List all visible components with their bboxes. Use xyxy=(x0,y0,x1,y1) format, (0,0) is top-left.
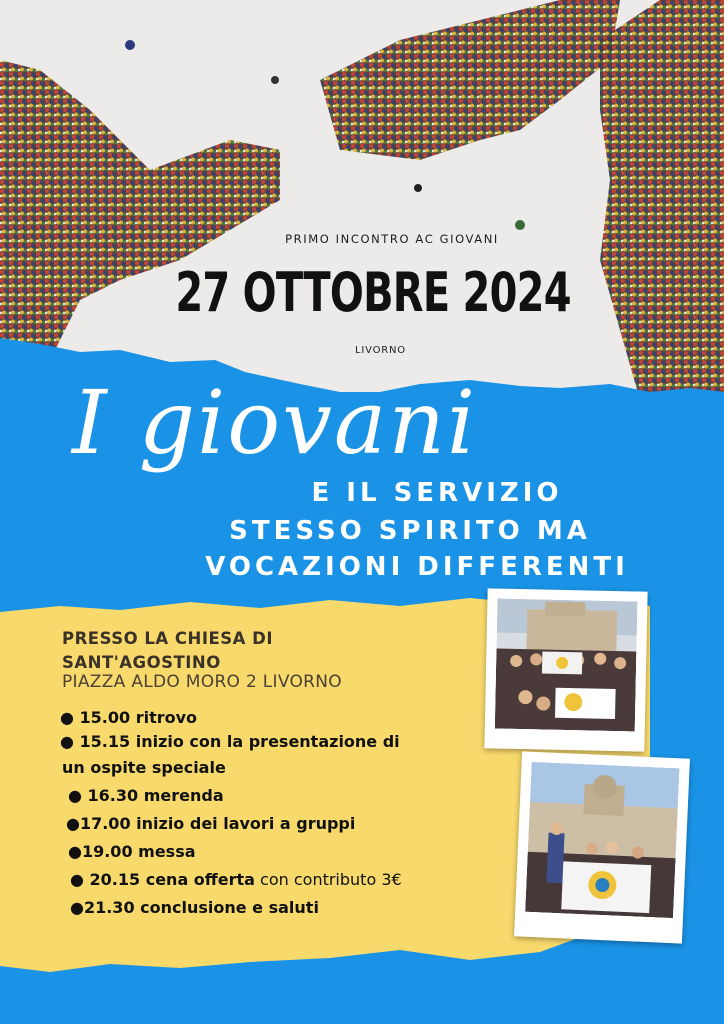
script-title-text: I giovani xyxy=(72,371,478,474)
program-item: un ospite speciale xyxy=(62,758,226,777)
program-item-main: ● 20.15 cena offerta xyxy=(70,870,255,889)
program-item xyxy=(70,870,402,889)
group-photo-image xyxy=(525,762,679,918)
program-item: ●19.00 messa xyxy=(68,842,196,861)
venue-line-2: SANT'AGOSTINO xyxy=(62,653,221,672)
event-city: LIVORNO xyxy=(355,345,406,356)
program-item: ● 15.00 ritrovo xyxy=(60,708,198,727)
venue-line-1: PRESSO LA CHIESA DI xyxy=(62,629,273,648)
program-item-extra: con contributo 3€ xyxy=(254,870,402,889)
subtitle-line-3: VOCAZIONI DIFFERENTI xyxy=(205,552,629,582)
event-date: 27 OTTOBRE 2024 xyxy=(175,261,571,324)
program-item: ● 15.15 inizio con la presentazione di xyxy=(60,732,400,751)
program-item: ●21.30 conclusione e saluti xyxy=(70,898,319,917)
subtitle-line-1: E IL SERVIZIO xyxy=(311,478,563,508)
subtitle-line-2: STESSO SPIRITO MA xyxy=(229,516,591,546)
program-item: ● 16.30 merenda xyxy=(68,786,224,805)
program-item: ●17.00 inizio dei lavori a gruppi xyxy=(66,814,356,833)
polaroid-photo-group-2 xyxy=(514,751,690,943)
polaroid-photo-group-1 xyxy=(484,588,647,751)
venue-address: PIAZZA ALDO MORO 2 LIVORNO xyxy=(62,672,342,692)
group-photo-image xyxy=(495,599,638,732)
event-kicker: PRIMO INCONTRO AC GIOVANI xyxy=(285,232,499,246)
